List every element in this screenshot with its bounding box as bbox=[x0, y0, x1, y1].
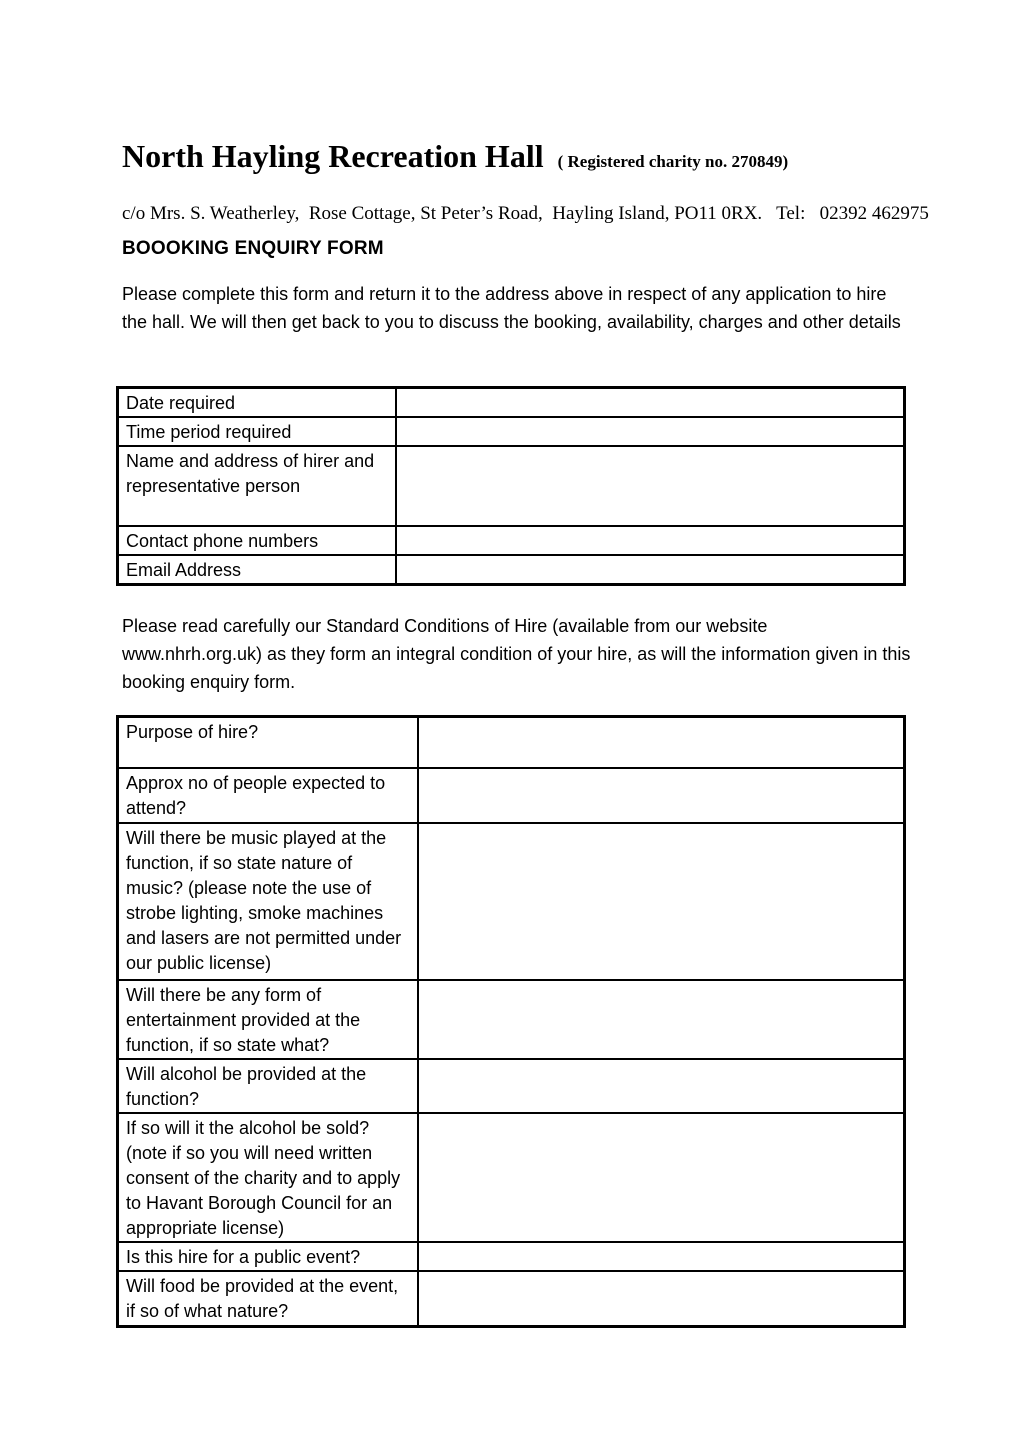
table-row bbox=[118, 446, 905, 526]
table-row bbox=[118, 555, 905, 585]
table-row bbox=[118, 768, 905, 823]
page-title-text: North Hayling Recreation Hall bbox=[122, 138, 544, 174]
page-title bbox=[122, 137, 788, 181]
booking-details-table bbox=[116, 386, 906, 586]
table-row bbox=[118, 1271, 905, 1327]
table-row bbox=[118, 717, 905, 769]
table-row bbox=[118, 526, 905, 555]
table-row bbox=[118, 823, 905, 980]
field-value-cell[interactable] bbox=[418, 768, 905, 823]
table-row bbox=[118, 1113, 905, 1242]
contact-address-line: c/o Mrs. S. Weatherley, Rose Cottage, St Peter’s Road, Hayling Island, PO11 0RX. Tel: 02392 462975 bbox=[122, 203, 929, 224]
field-label: Will there be any form of entertainment provided at the function, if so state what? bbox=[118, 980, 418, 1059]
form-heading: BOOOKING ENQUIRY FORM bbox=[122, 238, 384, 259]
field-value-cell[interactable] bbox=[418, 1271, 905, 1327]
field-label: Will there be music played at the function, if so state nature of music? (please note the use of strobe lighting, smoke machines and lasers are not permitted under our public license) bbox=[118, 823, 418, 980]
booking-details-table-body bbox=[118, 388, 905, 585]
conditions-paragraph: Please read carefully our Standard Conditions of Hire (available from our website www.nhrh.org.uk) as they form an integral condition of your hire, as will the information given in this booking enquiry form. bbox=[122, 616, 911, 692]
field-value-cell[interactable] bbox=[418, 980, 905, 1059]
table-row bbox=[118, 1242, 905, 1271]
table-row bbox=[118, 417, 905, 446]
field-value-cell[interactable] bbox=[396, 446, 905, 526]
field-label: Name and address of hirer and representative person bbox=[118, 446, 396, 526]
field-label: Purpose of hire? bbox=[118, 717, 418, 769]
field-label: Date required bbox=[118, 388, 396, 418]
field-label: Will alcohol be provided at the function? bbox=[118, 1059, 418, 1113]
field-label: Will food be provided at the event, if so of what nature? bbox=[118, 1271, 418, 1327]
table-row bbox=[118, 1059, 905, 1113]
field-value-cell[interactable] bbox=[396, 388, 905, 418]
field-value-cell[interactable] bbox=[396, 417, 905, 446]
field-label: Time period required bbox=[118, 417, 396, 446]
field-value-cell[interactable] bbox=[396, 526, 905, 555]
field-value-cell[interactable] bbox=[418, 1242, 905, 1271]
charity-number-note: ( Registered charity no. 270849) bbox=[557, 152, 789, 171]
field-label: Email Address bbox=[118, 555, 396, 585]
table-row bbox=[118, 388, 905, 418]
event-details-table bbox=[116, 715, 906, 1328]
field-label: Approx no of people expected to attend? bbox=[118, 768, 418, 823]
field-value-cell[interactable] bbox=[418, 1113, 905, 1242]
table-row bbox=[118, 980, 905, 1059]
field-value-cell[interactable] bbox=[396, 555, 905, 585]
field-label: Is this hire for a public event? bbox=[118, 1242, 418, 1271]
event-details-table-body bbox=[118, 717, 905, 1327]
intro-paragraph: Please complete this form and return it to the address above in respect of any application to hire the hall. We will then get back to you to discuss the booking, availability, charges and other details bbox=[122, 284, 901, 332]
field-value-cell[interactable] bbox=[418, 717, 905, 769]
field-value-cell[interactable] bbox=[418, 823, 905, 980]
field-label: Contact phone numbers bbox=[118, 526, 396, 555]
field-value-cell[interactable] bbox=[418, 1059, 905, 1113]
field-label: If so will it the alcohol be sold? (note if so you will need written consent of the charity and to apply to Havant Borough Council for an appropriate license) bbox=[118, 1113, 418, 1242]
